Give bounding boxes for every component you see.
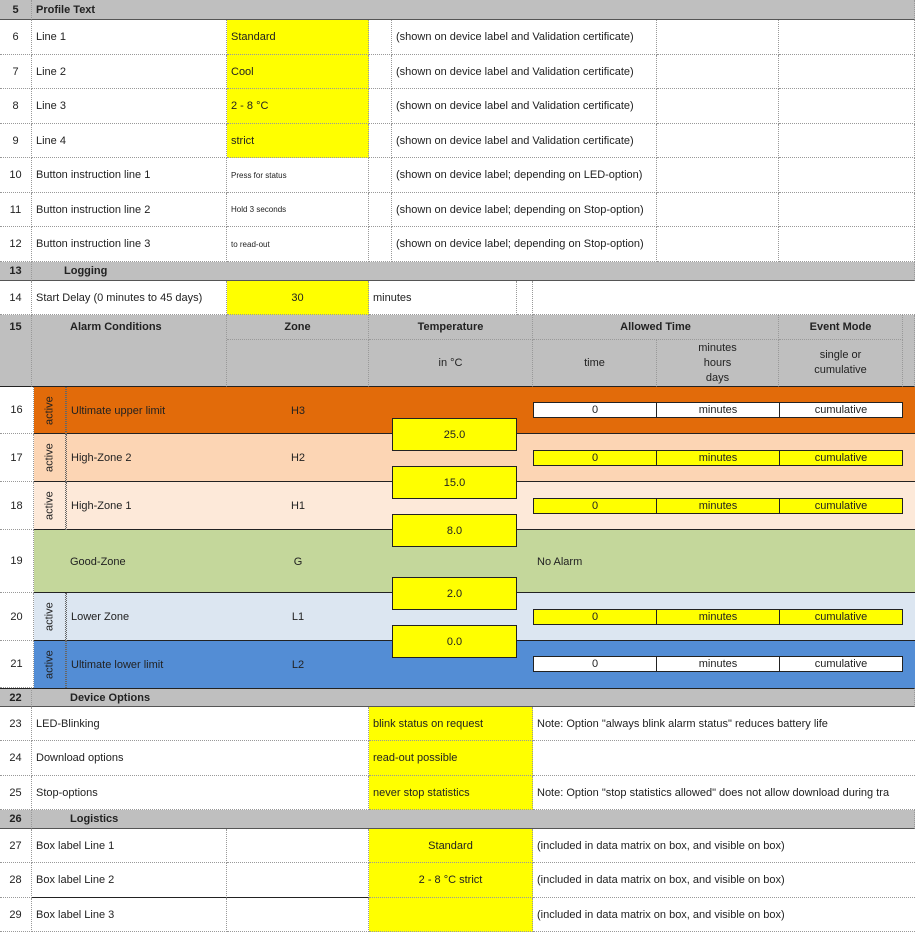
zone-code: L2 [291,658,305,671]
event-mode-select[interactable]: cumulative [779,656,903,672]
row-header[interactable]: 29 [0,898,32,932]
row-header[interactable]: 7 [0,55,32,89]
cell[interactable] [369,124,392,158]
time-header: time [533,340,657,387]
option-label: Stop-options [32,776,369,810]
row-header[interactable]: 21 [0,641,34,688]
profile-note: (shown on device label and Validation certificate) [392,124,657,158]
box-note: (included in data matrix on box, and visible on box) [533,898,915,932]
time-unit-select[interactable]: minutes [656,609,780,625]
profile-line-3-value[interactable]: 2 - 8 °C [227,89,369,124]
zone-code: H3 [290,404,306,417]
profile-note: (shown on device label and Validation certificate) [392,55,657,89]
cell[interactable] [779,89,915,124]
row-header[interactable]: 14 [0,281,32,315]
box-label-line-2-input[interactable]: 2 - 8 °C strict [369,863,533,898]
zone-code: H2 [290,452,306,464]
limit-h2-h1-input[interactable]: 15.0 [392,466,517,499]
box-label-line-3-input[interactable] [369,898,533,932]
allowed-time-input[interactable]: 0 [533,450,657,466]
cell[interactable] [227,898,369,932]
download-options-select[interactable]: read-out possible [369,741,533,776]
cell[interactable] [517,281,533,315]
row-header[interactable]: 15 [0,315,32,387]
zone-name: High-Zone 2 [66,434,227,482]
allowed-time-input[interactable]: 0 [533,656,657,672]
row-header[interactable]: 18 [0,482,34,530]
box-note: (included in data matrix on box, and visible on box) [533,829,915,863]
cell[interactable] [533,281,915,315]
zone-code: H1 [290,500,306,512]
cell[interactable] [903,315,915,387]
cell[interactable] [657,124,779,158]
section-title[interactable]: Device Options [32,688,915,707]
profile-note: (shown on device label; depending on Stop-option) [392,193,657,227]
option-note [533,741,915,776]
start-delay-label: Start Delay (0 minutes to 45 days) [32,281,227,315]
row-header[interactable]: 28 [0,863,32,898]
allowed-time-input[interactable]: 0 [533,498,657,514]
cell[interactable] [369,158,392,193]
cell[interactable] [657,55,779,89]
option-note: Note: Option "always blink alarm status" reduces battery life [533,707,915,741]
cell[interactable] [227,863,369,898]
box-note: (included in data matrix on box, and visible on box) [533,863,915,898]
box-label: Box label Line 1 [32,829,227,863]
cell[interactable] [227,829,369,863]
time-unit-select[interactable]: minutes [656,402,780,418]
zone-name: High-Zone 1 [66,482,227,530]
event-mode-select[interactable]: cumulative [779,450,903,466]
row-header[interactable]: 27 [0,829,32,863]
allowed-time-input[interactable]: 0 [533,609,657,625]
profile-label: Line 1 [32,20,227,55]
profile-note: (shown on device label and Validation certificate) [392,89,657,124]
profile-label: Button instruction line 2 [32,193,227,227]
limit-h3-h2-input[interactable]: 25.0 [392,418,517,451]
option-label: Download options [32,741,369,776]
profile-line-4-value[interactable]: strict [227,124,369,158]
zone-name: Lower Zone [66,593,227,641]
button-line-1-value[interactable]: Press for status [227,158,369,193]
row-header[interactable]: 16 [0,387,34,434]
led-blinking-select[interactable]: blink status on request [369,707,533,741]
cell[interactable] [369,55,392,89]
active-flag[interactable]: active [34,641,66,688]
limit-g-l1-input[interactable]: 2.0 [392,577,517,610]
row-header[interactable]: 25 [0,776,32,810]
alarm-conditions-header: Alarm Conditions [32,315,227,387]
allowed-time-input[interactable]: 0 [533,402,657,418]
cell[interactable] [779,193,915,227]
cell[interactable] [779,227,915,262]
cell[interactable] [657,193,779,227]
cell[interactable] [227,340,369,387]
row-header[interactable]: 8 [0,89,32,124]
zone-code: L1 [291,611,305,623]
limit-h1-g-input[interactable]: 8.0 [392,514,517,547]
profile-label: Line 4 [32,124,227,158]
cell[interactable] [657,158,779,193]
row-header[interactable]: 6 [0,20,32,55]
cell[interactable] [779,124,915,158]
row-header[interactable]: 10 [0,158,32,193]
no-alarm-note: No Alarm [537,555,583,568]
row-header[interactable]: 19 [0,530,34,593]
cell[interactable] [369,20,392,55]
profile-note: (shown on device label; depending on LED-option) [392,158,657,193]
zone-name: Ultimate lower limit [66,641,227,688]
event-mode-select[interactable]: cumulative [779,498,903,514]
option-label: LED-Blinking [32,707,369,741]
profile-label: Line 3 [32,89,227,124]
limit-l1-l2-input[interactable]: 0.0 [392,625,517,658]
active-flag[interactable]: active [34,482,66,530]
event-mode-select[interactable]: cumulative [779,402,903,418]
profile-line-2-value[interactable]: Cool [227,55,369,89]
row-header[interactable]: 24 [0,741,32,776]
event-mode-header: Event Mode [779,315,903,340]
cell[interactable] [657,227,779,262]
zone-code: G [293,555,303,568]
cell[interactable] [657,20,779,55]
row-header[interactable]: 9 [0,124,32,158]
cell[interactable] [369,227,392,262]
row-header[interactable]: 20 [0,593,34,641]
allowed-time-header: Allowed Time [533,315,779,340]
stop-options-select[interactable]: never stop statistics [369,776,533,810]
temperature-header: Temperature [369,315,533,340]
profile-note: (shown on device label; depending on Stop-option) [392,227,657,262]
zone-name: Ultimate upper limit [66,387,227,434]
profile-label: Button instruction line 1 [32,158,227,193]
button-line-2-value[interactable]: Hold 3 seconds [227,193,369,227]
time-unit-select[interactable]: minutes [656,450,780,466]
active-flag[interactable]: active [34,434,66,482]
time-unit-select[interactable]: minutes [656,498,780,514]
start-delay-unit: minutes [369,281,517,315]
cell[interactable] [779,158,915,193]
zone-name: Good-Zone [70,555,126,568]
row-header[interactable]: 22 [0,688,32,707]
cell[interactable] [369,89,392,124]
active-flag[interactable]: active [34,593,66,641]
event-mode-select[interactable]: cumulative [779,609,903,625]
row-header[interactable]: 12 [0,227,32,262]
profile-label: Line 2 [32,55,227,89]
section-title[interactable]: Logging [32,262,915,281]
row-header[interactable]: 23 [0,707,32,741]
units-header: minutes hours days [657,340,779,387]
box-label: Box label Line 2 [32,863,227,898]
box-label-line-1-input[interactable]: Standard [369,829,533,863]
profile-note: (shown on device label and Validation certificate) [392,20,657,55]
row-header[interactable]: 5 [0,0,32,20]
temperature-unit-header: in °C [369,340,533,387]
row-header[interactable]: 26 [0,810,32,829]
profile-label: Button instruction line 3 [32,227,227,262]
cell[interactable] [779,55,915,89]
row-header[interactable]: 17 [0,434,34,482]
active-flag[interactable]: active [34,387,66,434]
profile-line-1-value[interactable]: Standard [227,20,369,55]
zone-header: Zone [227,315,369,340]
event-mode-subheader: single or cumulative [779,340,903,387]
start-delay-input[interactable]: 30 [227,281,369,315]
cell[interactable] [657,89,779,124]
row-header[interactable]: 11 [0,193,32,227]
row-header[interactable]: 13 [0,262,32,281]
section-title[interactable]: Profile Text [32,0,915,20]
time-unit-select[interactable]: minutes [656,656,780,672]
button-line-3-value[interactable]: to read-out [227,227,369,262]
cell[interactable] [779,20,915,55]
option-note: Note: Option "stop statistics allowed" does not allow download during tra [533,776,915,810]
section-title[interactable]: Logistics [32,810,915,829]
cell[interactable] [369,193,392,227]
box-label: Box label Line 3 [32,898,227,932]
